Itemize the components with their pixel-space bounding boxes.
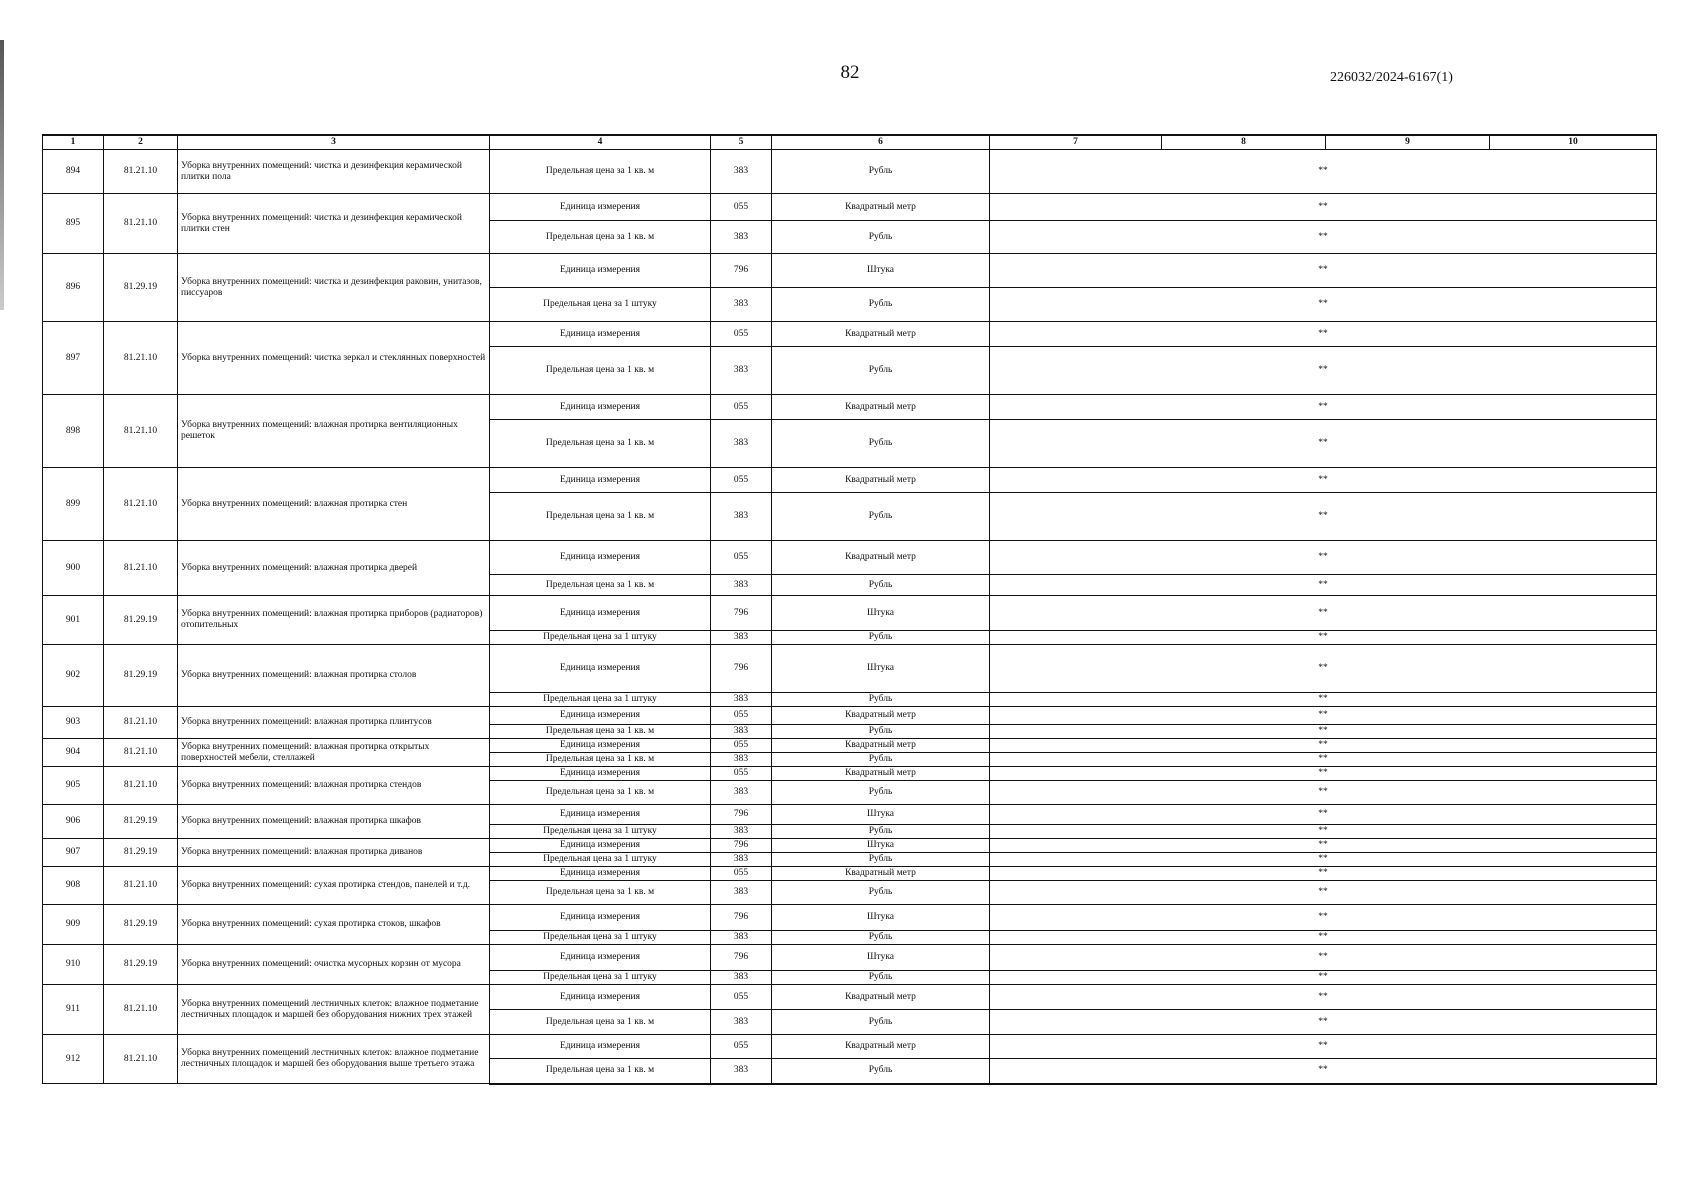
service-name-cell: Уборка внутренних помещений: влажная протирка диванов: [178, 839, 490, 867]
value-cell: **: [990, 1035, 1657, 1059]
column-header-9: 9: [1326, 135, 1490, 150]
indicator-cell: Единица измерения: [490, 945, 711, 971]
okei-code-cell: 055: [711, 867, 772, 881]
indicator-cell: Предельная цена за 1 штуку: [490, 971, 711, 985]
unit-name-cell: Рубль: [772, 1059, 990, 1084]
indicator-cell: Единица измерения: [490, 767, 711, 781]
unit-name-cell: Рубль: [772, 575, 990, 596]
row-number-cell: 899: [43, 468, 104, 541]
row-number-cell: 898: [43, 395, 104, 468]
okei-code-cell: 055: [711, 322, 772, 347]
table-row: [43, 1035, 1657, 1059]
service-name-cell: Уборка внутренних помещений лестничных клеток: влажное подметание лестничных площадок и маршей без оборудования нижних трех этажей: [178, 985, 490, 1035]
value-cell: **: [990, 739, 1657, 753]
value-cell: **: [990, 707, 1657, 725]
value-cell: **: [990, 221, 1657, 254]
unit-name-cell: Квадратный метр: [772, 541, 990, 575]
service-name-cell: Уборка внутренних помещений: влажная протирка вентиляционных решеток: [178, 395, 490, 468]
value-cell: **: [990, 881, 1657, 905]
table-row: [43, 322, 1657, 347]
service-name-cell: Уборка внутренних помещений: влажная протирка плинтусов: [178, 707, 490, 739]
okpd2-code-cell: 81.29.19: [104, 596, 178, 645]
okei-code-cell: 055: [711, 739, 772, 753]
okpd2-code-cell: 81.21.10: [104, 1035, 178, 1084]
registry-table: [42, 134, 1657, 1085]
unit-name-cell: Рубль: [772, 221, 990, 254]
value-cell: **: [990, 575, 1657, 596]
okpd2-code-cell: 81.29.19: [104, 254, 178, 322]
indicator-cell: Предельная цена за 1 штуку: [490, 853, 711, 867]
value-cell: **: [990, 805, 1657, 825]
value-cell: **: [990, 596, 1657, 631]
indicator-cell: Предельная цена за 1 штуку: [490, 931, 711, 945]
okei-code-cell: 055: [711, 194, 772, 221]
indicator-cell: Единица измерения: [490, 395, 711, 420]
okei-code-cell: 383: [711, 781, 772, 805]
okei-code-cell: 796: [711, 645, 772, 693]
okpd2-code-cell: 81.21.10: [104, 395, 178, 468]
table-header: [43, 135, 1657, 150]
okei-code-cell: 055: [711, 395, 772, 420]
header-row: [43, 135, 1657, 150]
value-cell: **: [990, 825, 1657, 839]
indicator-cell: Единица измерения: [490, 707, 711, 725]
okei-code-cell: 383: [711, 221, 772, 254]
table-row: [43, 194, 1657, 221]
service-name-cell: Уборка внутренних помещений: очистка мусорных корзин от мусора: [178, 945, 490, 985]
okei-code-cell: 055: [711, 1035, 772, 1059]
value-cell: **: [990, 631, 1657, 645]
okei-code-cell: 055: [711, 767, 772, 781]
indicator-cell: Предельная цена за 1 кв. м: [490, 420, 711, 468]
indicator-cell: Предельная цена за 1 кв. м: [490, 347, 711, 395]
column-header-7: 7: [990, 135, 1162, 150]
service-name-cell: Уборка внутренних помещений: влажная протирка столов: [178, 645, 490, 707]
row-number-cell: 895: [43, 194, 104, 254]
unit-name-cell: Рубль: [772, 493, 990, 541]
column-header-6: 6: [772, 135, 990, 150]
value-cell: **: [990, 254, 1657, 288]
indicator-cell: Единица измерения: [490, 1035, 711, 1059]
value-cell: **: [990, 985, 1657, 1010]
table-row: [43, 468, 1657, 493]
value-cell: **: [990, 347, 1657, 395]
indicator-cell: Предельная цена за 1 кв. м: [490, 1010, 711, 1035]
value-cell: **: [990, 781, 1657, 805]
column-header-4: 4: [490, 135, 711, 150]
okpd2-code-cell: 81.21.10: [104, 150, 178, 194]
row-number-cell: 894: [43, 150, 104, 194]
table-row: [43, 767, 1657, 781]
unit-name-cell: Рубль: [772, 971, 990, 985]
indicator-cell: Единица измерения: [490, 322, 711, 347]
service-name-cell: Уборка внутренних помещений: чистка и дезинфекция раковин, унитазов, писсуаров: [178, 254, 490, 322]
unit-name-cell: Рубль: [772, 288, 990, 322]
row-number-cell: 900: [43, 541, 104, 596]
value-cell: **: [990, 420, 1657, 468]
unit-name-cell: Рубль: [772, 881, 990, 905]
column-header-10: 10: [1490, 135, 1657, 150]
okei-code-cell: 383: [711, 853, 772, 867]
value-cell: **: [990, 1059, 1657, 1084]
row-number-cell: 905: [43, 767, 104, 805]
column-header-1: 1: [43, 135, 104, 150]
okei-code-cell: 796: [711, 596, 772, 631]
value-cell: **: [990, 853, 1657, 867]
okpd2-code-cell: 81.29.19: [104, 805, 178, 839]
indicator-cell: Единица измерения: [490, 254, 711, 288]
indicator-cell: Предельная цена за 1 штуку: [490, 288, 711, 322]
value-cell: **: [990, 150, 1657, 194]
okei-code-cell: 383: [711, 575, 772, 596]
okei-code-cell: 055: [711, 541, 772, 575]
value-cell: **: [990, 395, 1657, 420]
unit-name-cell: Рубль: [772, 1010, 990, 1035]
okei-code-cell: 383: [711, 1059, 772, 1084]
unit-name-cell: Квадратный метр: [772, 395, 990, 420]
indicator-cell: Единица измерения: [490, 805, 711, 825]
indicator-cell: Единица измерения: [490, 867, 711, 881]
service-name-cell: Уборка внутренних помещений: чистка зеркал и стеклянных поверхностей: [178, 322, 490, 395]
service-name-cell: Уборка внутренних помещений: влажная протирка приборов (радиаторов) отопительных: [178, 596, 490, 645]
value-cell: **: [990, 493, 1657, 541]
indicator-cell: Предельная цена за 1 кв. м: [490, 493, 711, 541]
okei-code-cell: 383: [711, 347, 772, 395]
indicator-cell: Единица измерения: [490, 645, 711, 693]
table-row: [43, 839, 1657, 853]
row-number-cell: 911: [43, 985, 104, 1035]
service-name-cell: Уборка внутренних помещений: сухая протирка стендов, панелей и т.д.: [178, 867, 490, 905]
okei-code-cell: 055: [711, 468, 772, 493]
document-number: 226032/2024-6167(1): [1330, 70, 1453, 85]
okpd2-code-cell: 81.21.10: [104, 194, 178, 254]
unit-name-cell: Штука: [772, 596, 990, 631]
value-cell: **: [990, 468, 1657, 493]
okei-code-cell: 383: [711, 1010, 772, 1035]
indicator-cell: Предельная цена за 1 кв. м: [490, 575, 711, 596]
row-number-cell: 902: [43, 645, 104, 707]
okpd2-code-cell: 81.29.19: [104, 645, 178, 707]
okpd2-code-cell: 81.21.10: [104, 541, 178, 596]
unit-name-cell: Штука: [772, 645, 990, 693]
unit-name-cell: Штука: [772, 839, 990, 853]
unit-name-cell: Рубль: [772, 853, 990, 867]
indicator-cell: Предельная цена за 1 кв. м: [490, 753, 711, 767]
value-cell: **: [990, 945, 1657, 971]
service-name-cell: Уборка внутренних помещений: влажная протирка дверей: [178, 541, 490, 596]
row-number-cell: 903: [43, 707, 104, 739]
indicator-cell: Предельная цена за 1 кв. м: [490, 881, 711, 905]
indicator-cell: Предельная цена за 1 кв. м: [490, 781, 711, 805]
okpd2-code-cell: 81.21.10: [104, 985, 178, 1035]
service-name-cell: Уборка внутренних помещений: влажная протирка стен: [178, 468, 490, 541]
okpd2-code-cell: 81.29.19: [104, 905, 178, 945]
unit-name-cell: Рубль: [772, 825, 990, 839]
indicator-cell: Предельная цена за 1 кв. м: [490, 221, 711, 254]
indicator-cell: Предельная цена за 1 штуку: [490, 825, 711, 839]
table-row: [43, 805, 1657, 825]
service-name-cell: Уборка внутренних помещений: влажная протирка открытых поверхностей мебели, стеллажей: [178, 739, 490, 767]
okei-code-cell: 796: [711, 805, 772, 825]
table-row: [43, 645, 1657, 693]
okpd2-code-cell: 81.21.10: [104, 739, 178, 767]
unit-name-cell: Штука: [772, 805, 990, 825]
okei-code-cell: 383: [711, 825, 772, 839]
row-number-cell: 904: [43, 739, 104, 767]
value-cell: **: [990, 971, 1657, 985]
row-number-cell: 912: [43, 1035, 104, 1084]
unit-name-cell: Рубль: [772, 631, 990, 645]
okei-code-cell: 383: [711, 725, 772, 739]
service-name-cell: Уборка внутренних помещений: влажная протирка стендов: [178, 767, 490, 805]
table-row: [43, 541, 1657, 575]
unit-name-cell: Рубль: [772, 781, 990, 805]
unit-name-cell: Рубль: [772, 931, 990, 945]
okpd2-code-cell: 81.21.10: [104, 867, 178, 905]
table-row: [43, 867, 1657, 881]
okpd2-code-cell: 81.29.19: [104, 839, 178, 867]
value-cell: **: [990, 693, 1657, 707]
unit-name-cell: Рубль: [772, 693, 990, 707]
indicator-cell: Единица измерения: [490, 985, 711, 1010]
scan-edge-mark: [0, 40, 4, 310]
table-row: [43, 739, 1657, 753]
unit-name-cell: Штука: [772, 945, 990, 971]
value-cell: **: [990, 931, 1657, 945]
service-name-cell: Уборка внутренних помещений: сухая протирка стоков, шкафов: [178, 905, 490, 945]
okpd2-code-cell: 81.29.19: [104, 945, 178, 985]
row-number-cell: 909: [43, 905, 104, 945]
okei-code-cell: 383: [711, 971, 772, 985]
indicator-cell: Предельная цена за 1 штуку: [490, 631, 711, 645]
value-cell: **: [990, 905, 1657, 931]
okei-code-cell: 383: [711, 493, 772, 541]
indicator-cell: Единица измерения: [490, 194, 711, 221]
row-number-cell: 908: [43, 867, 104, 905]
table-row: [43, 707, 1657, 725]
unit-name-cell: Квадратный метр: [772, 739, 990, 753]
table-body: [43, 150, 1657, 1084]
unit-name-cell: Квадратный метр: [772, 468, 990, 493]
okpd2-code-cell: 81.21.10: [104, 767, 178, 805]
okei-code-cell: 383: [711, 753, 772, 767]
indicator-cell: Предельная цена за 1 кв. м: [490, 1059, 711, 1084]
value-cell: **: [990, 322, 1657, 347]
indicator-cell: Единица измерения: [490, 596, 711, 631]
service-name-cell: Уборка внутренних помещений лестничных клеток: влажное подметание лестничных площадок и маршей без оборудования выше третьего этажа: [178, 1035, 490, 1084]
unit-name-cell: Штука: [772, 254, 990, 288]
unit-name-cell: Квадратный метр: [772, 322, 990, 347]
indicator-cell: Предельная цена за 1 кв. м: [490, 150, 711, 194]
value-cell: **: [990, 839, 1657, 853]
row-number-cell: 910: [43, 945, 104, 985]
service-name-cell: Уборка внутренних помещений: чистка и дезинфекция керамической плитки пола: [178, 150, 490, 194]
table-row: [43, 395, 1657, 420]
okei-code-cell: 383: [711, 420, 772, 468]
service-name-cell: Уборка внутренних помещений: влажная протирка шкафов: [178, 805, 490, 839]
okei-code-cell: 383: [711, 693, 772, 707]
column-header-3: 3: [178, 135, 490, 150]
table-row: [43, 254, 1657, 288]
table-row: [43, 150, 1657, 194]
table-row: [43, 905, 1657, 931]
value-cell: **: [990, 753, 1657, 767]
okpd2-code-cell: 81.21.10: [104, 322, 178, 395]
indicator-cell: Единица измерения: [490, 739, 711, 753]
indicator-cell: Единица измерения: [490, 839, 711, 853]
row-number-cell: 896: [43, 254, 104, 322]
value-cell: **: [990, 194, 1657, 221]
unit-name-cell: Рубль: [772, 420, 990, 468]
okei-code-cell: 796: [711, 905, 772, 931]
row-number-cell: 907: [43, 839, 104, 867]
column-header-2: 2: [104, 135, 178, 150]
indicator-cell: Предельная цена за 1 кв. м: [490, 725, 711, 739]
service-name-cell: Уборка внутренних помещений: чистка и дезинфекция керамической плитки стен: [178, 194, 490, 254]
page-number: 82: [840, 62, 860, 83]
okei-code-cell: 383: [711, 631, 772, 645]
unit-name-cell: Квадратный метр: [772, 985, 990, 1010]
unit-name-cell: Рубль: [772, 150, 990, 194]
okei-code-cell: 796: [711, 945, 772, 971]
unit-name-cell: Рубль: [772, 347, 990, 395]
value-cell: **: [990, 1010, 1657, 1035]
value-cell: **: [990, 541, 1657, 575]
unit-name-cell: Штука: [772, 905, 990, 931]
unit-name-cell: Рубль: [772, 753, 990, 767]
indicator-cell: Единица измерения: [490, 541, 711, 575]
indicator-cell: Единица измерения: [490, 905, 711, 931]
okei-code-cell: 383: [711, 288, 772, 322]
column-header-8: 8: [1162, 135, 1326, 150]
row-number-cell: 901: [43, 596, 104, 645]
okei-code-cell: 383: [711, 931, 772, 945]
okpd2-code-cell: 81.21.10: [104, 468, 178, 541]
value-cell: **: [990, 867, 1657, 881]
okei-code-cell: 383: [711, 150, 772, 194]
unit-name-cell: Квадратный метр: [772, 1035, 990, 1059]
unit-name-cell: Рубль: [772, 725, 990, 739]
table-row: [43, 945, 1657, 971]
table-row: [43, 596, 1657, 631]
unit-name-cell: Квадратный метр: [772, 767, 990, 781]
okei-code-cell: 383: [711, 881, 772, 905]
okpd2-code-cell: 81.21.10: [104, 707, 178, 739]
okei-code-cell: 055: [711, 707, 772, 725]
unit-name-cell: Квадратный метр: [772, 867, 990, 881]
row-number-cell: 897: [43, 322, 104, 395]
column-header-5: 5: [711, 135, 772, 150]
table-row: [43, 985, 1657, 1010]
value-cell: **: [990, 767, 1657, 781]
unit-name-cell: Квадратный метр: [772, 194, 990, 221]
indicator-cell: Предельная цена за 1 штуку: [490, 693, 711, 707]
okei-code-cell: 055: [711, 985, 772, 1010]
row-number-cell: 906: [43, 805, 104, 839]
registry-table-wrapper: [42, 134, 1657, 1085]
value-cell: **: [990, 725, 1657, 739]
unit-name-cell: Квадратный метр: [772, 707, 990, 725]
okei-code-cell: 796: [711, 254, 772, 288]
indicator-cell: Единица измерения: [490, 468, 711, 493]
value-cell: **: [990, 288, 1657, 322]
okei-code-cell: 796: [711, 839, 772, 853]
value-cell: **: [990, 645, 1657, 693]
